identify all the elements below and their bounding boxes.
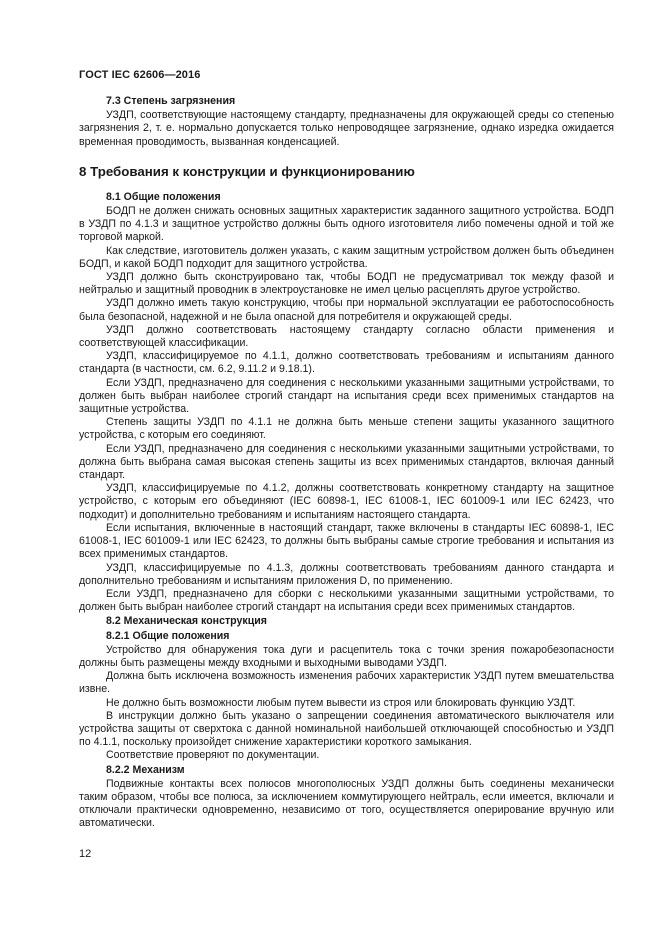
paragraph: Как следствие, изготовитель должен указать, с каким защитным устройством должен быть объединен БОДП, и какой БОДП подходит для защитного устройства. [79, 244, 614, 270]
paragraph: Если УЗДП, предназначено для соединения с несколькими указанными защитными устройствами, то должна быть выбрана самая высокая степень защиты из всех применимых стандартов, включая данный стандарт. [79, 442, 614, 482]
heading-8-2-2: 8.2.2 Механизм [106, 763, 185, 776]
paragraph: Должна быть исключена возможность изменения рабочих характеристик УЗДП путем вмешательства извне. [79, 670, 614, 696]
paragraph: УЗДП должно иметь такую конструкцию, чтобы при нормальной эксплуатации ее работоспособность была безопасной, надежной и не была опасной для потребителя и окружающей среды. [79, 297, 614, 323]
paragraph: Если испытания, включенные в настоящий стандарт, также включены в стандарты IEC 60898-1, IEC 61008-1, IEC 601009-1 или IEC 62423, то должны быть выбраны самые строгие требования и испытания из всех применимых стандартов. [79, 521, 614, 561]
paragraph: Если УЗДП, предназначено для сборки с несколькими указанными защитными устройствами, то должен быть выбран наиболее строгий стандарт на испытания среди всех применимых стандартов. [79, 587, 614, 614]
paragraph: Устройство для обнаружения тока дуги и расцепитель тока с точки зрения пожаробезопасности должны быть размещены между входными и выходными выводами УЗДП. [79, 643, 614, 669]
heading-8: 8 Требования к конструкции и функционированию [79, 163, 415, 179]
paragraph: БОДП не должен снижать основных защитных характеристик заданного защитного устройства. БОДП в УЗДП по 4.1.3 и защитное устройство должны быть одного изготовителя либо помечены одной и той же торговой маркой. [79, 205, 614, 244]
paragraph: УЗДП должно быть сконструировано так, чтобы БОДП не предусматривал ток между фазой и нейтралью и защитный проводник в электроустановке не имел целью расцеплять другое устройство. [79, 271, 614, 297]
paragraph: Соответствие проверяют по документации. [106, 749, 320, 762]
paragraph: Подвижные контакты всех полюсов многополюсных УЗДП должны быть соединены механически таким образом, чтобы все полюса, за исключением коммутирующего нейтраль, если имеется, включали и отключали практически одновременно, независимо от того, осуществляется оперирование вручную или автоматически. [79, 777, 614, 830]
page-content [79, 95, 614, 831]
paragraph: УЗДП должно соответствовать настоящему стандарту согласно области применения и соответствующей классификации. [79, 323, 614, 350]
running-header: ГОСТ IEC 62606—2016 [79, 69, 201, 81]
paragraph: УЗДП, классифицируемое по 4.1.1, должно соответствовать требованиям и испытаниям данного стандарта (в частности, см. 6.2, 9.11.2 и 9.18.1). [79, 350, 614, 376]
paragraph: Степень защиты УЗДП по 4.1.1 не должна быть меньше степени защиты указанного защитного устройства, с которым его соединяют. [79, 416, 614, 442]
paragraph: УЗДП, классифицируемые по 4.1.2, должны соответствовать конкретному стандарту на защитное устройство, с которым его объединяют (IEC 60898-1, IEC 61008-1, IEC 601009-1 или IEC 62423, что подходит) и дополнительно требованиям и испытаниям настоящего стандарта. [79, 482, 614, 521]
paragraph: Если УЗДП, предназначено для соединения с несколькими указанными защитными устройствами, то должен быть выбран наиболее строгий стандарт на испытания среди всех применимых стандартов на защитные устройства. [79, 376, 614, 416]
paragraph: Не должно быть возможности любым путем вывести из строя или блокировать функцию УЗДТ. [106, 696, 576, 709]
heading-8-1: 8.1 Общие положения [106, 190, 221, 203]
heading-8-2: 8.2 Механическая конструкция [106, 615, 267, 628]
paragraph: В инструкции должно быть указано о запрещении соединения автоматического выключателя или устройства защиты от сверхтока с данной номинальной наибольшей отключающей способностью и УЗДП по 4.1.1, поскольку произойдет снижение характеристики короткого замыкания. [79, 709, 614, 749]
paragraph: УЗДП, классифицируемые по 4.1.3, должны соответствовать требованиям данного стандарта и дополнительно требованиям и испытаниям приложения D, по применению. [79, 561, 614, 587]
paragraph: УЗДП, соответствующие настоящему стандарту, предназначены для окружающей среды со степенью загрязнения 2, т. е. нормально допускается только непроводящее загрязнение, однако изредка ожидается временная проводимость, вызванная конденсацией. [79, 109, 614, 148]
heading-8-2-1: 8.2.1 Общие положения [106, 629, 230, 642]
heading-7-3: 7.3 Степень загрязнения [106, 95, 236, 107]
page-number: 12 [79, 848, 92, 860]
